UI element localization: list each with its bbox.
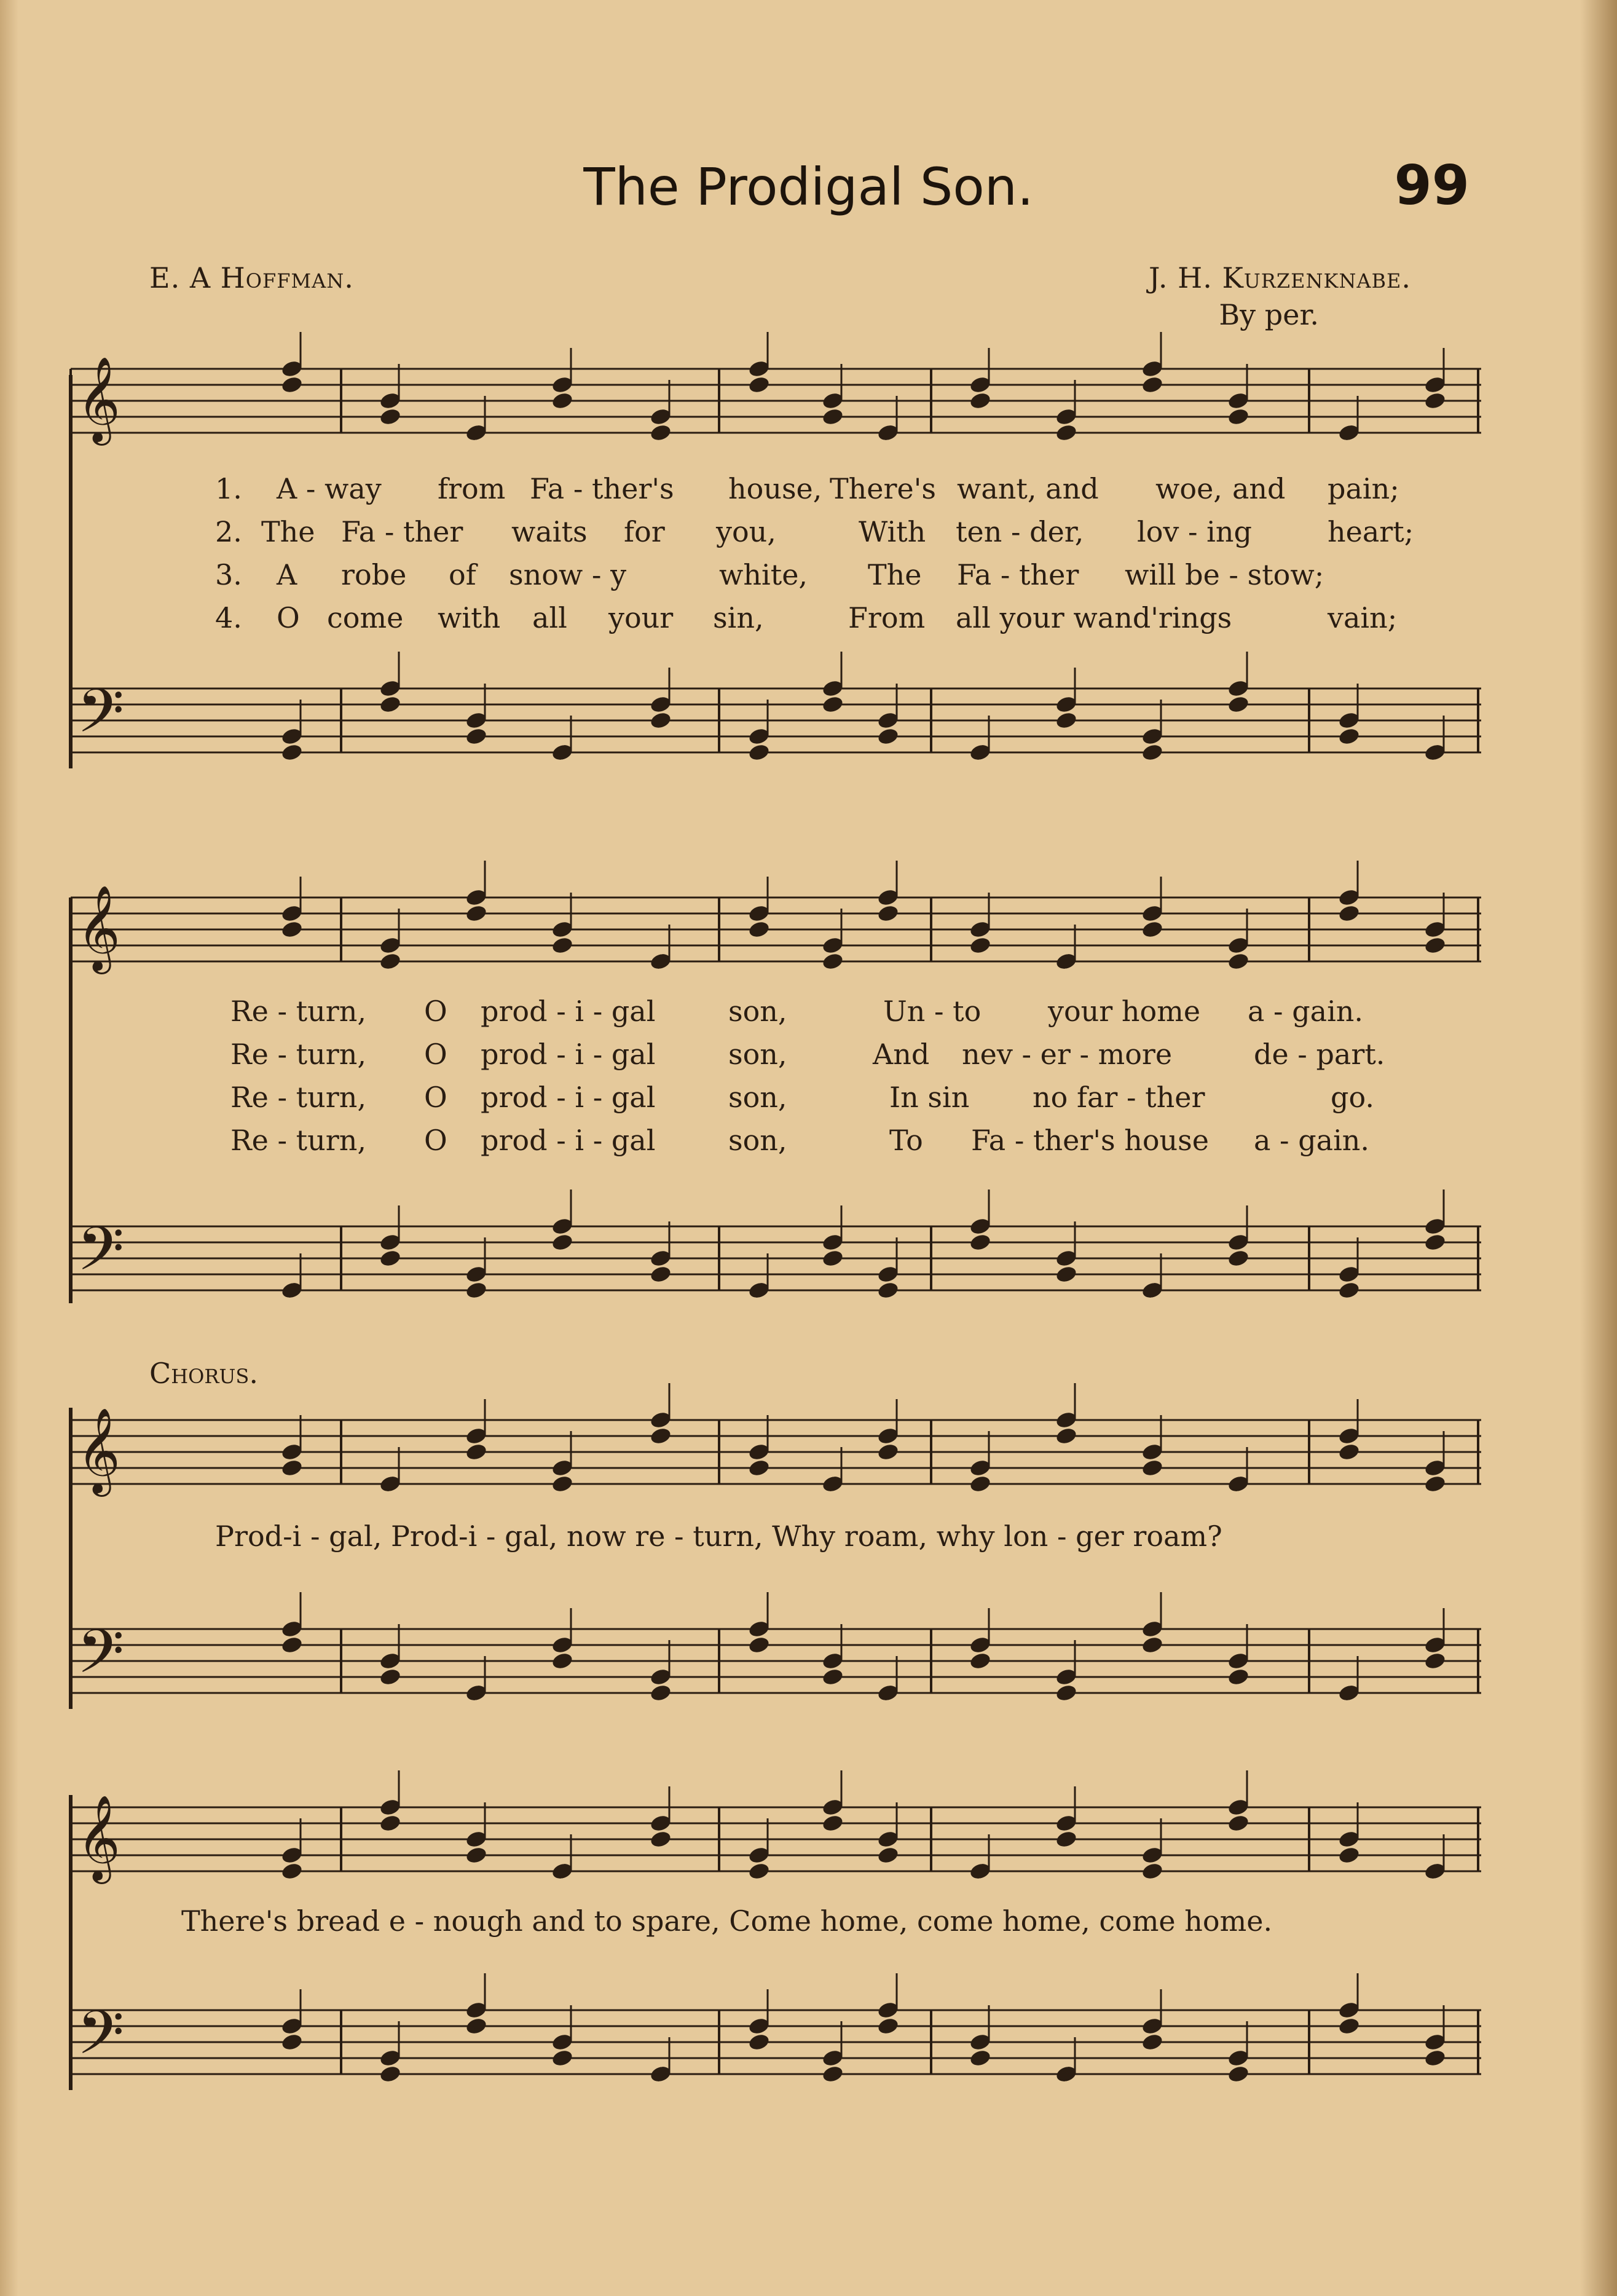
note-head [465, 727, 488, 746]
lyric-syllable: Re - turn, [230, 995, 366, 1028]
note-head [747, 1861, 771, 1881]
lyric-syllable: a - gain. [1248, 995, 1364, 1028]
clef-key-signature: 𝄞 [77, 885, 120, 971]
page-number: 99 [1394, 154, 1469, 217]
note-head [747, 2032, 771, 2052]
note-head [379, 695, 402, 714]
note-head [465, 904, 488, 923]
lyric-syllable: Fa - ther's house [971, 1124, 1209, 1157]
note-head [1227, 695, 1250, 714]
lyric-syllable: come [327, 601, 404, 634]
lyric-syllable: The [868, 558, 922, 591]
staff-treble-1 [71, 344, 1481, 449]
lyric-syllable: ten - der, [956, 515, 1084, 548]
lyric-syllable: 1. [215, 472, 242, 505]
note-head [747, 1635, 771, 1655]
clef-key-signature: 𝄞 [77, 1795, 120, 1880]
lyric-syllable: There's [830, 472, 936, 505]
note-head [969, 1233, 992, 1252]
lyric-syllable: O [277, 601, 300, 634]
lyric-syllable: no far - ther [1033, 1081, 1205, 1114]
chorus-line-2 [0, 1904, 1617, 1941]
note-head [280, 375, 304, 395]
lyric-syllable: To [889, 1124, 923, 1157]
lyric-syllable: O [424, 1038, 447, 1071]
note-head [1055, 1426, 1078, 1446]
note-head [821, 695, 844, 714]
note-head [1141, 920, 1164, 939]
lyric-syllable: prod - i - gal [481, 1081, 656, 1114]
note-head [876, 2016, 900, 2036]
note-head [465, 1280, 488, 1300]
note-head [876, 1442, 900, 1462]
note-head [280, 2032, 304, 2052]
note-head [649, 1683, 672, 1703]
lyric-syllable: In sin [889, 1081, 970, 1114]
lyric-syllable: Re - turn, [230, 1081, 366, 1114]
lyric-syllable: son, [728, 995, 787, 1028]
note-head [969, 391, 992, 411]
note-head [1141, 1635, 1164, 1655]
note-head [649, 1426, 672, 1446]
note-head [551, 1474, 574, 1494]
note-head [551, 936, 574, 955]
note-head [1227, 952, 1250, 971]
note-head [280, 743, 304, 762]
note-head [821, 1249, 844, 1268]
staff-treble-4 [71, 1783, 1481, 1887]
note-head [379, 1667, 402, 1687]
lyric-syllable: With [859, 515, 926, 548]
note-head [1055, 1683, 1078, 1703]
note-head [465, 1442, 488, 1462]
chorus-line-1 [0, 1520, 1617, 1556]
clef-key-signature: 𝄞 [77, 1408, 120, 1493]
note-head [1423, 391, 1447, 411]
note-head [649, 1829, 672, 1849]
note-head [1227, 2064, 1250, 2084]
note-head [379, 2064, 402, 2084]
lyric-syllable: O [424, 1124, 447, 1157]
note-head [1141, 2032, 1164, 2052]
refrain-line-4 [0, 1124, 1617, 1161]
note-head [1055, 711, 1078, 730]
lyric-syllable: Un - to [883, 995, 982, 1028]
note-head [1141, 375, 1164, 395]
lyric-syllable: Re - turn, [230, 1124, 366, 1157]
system-brace-4 [69, 1795, 73, 2090]
lyric-syllable: will be - stow; [1125, 558, 1324, 591]
note-head [551, 2048, 574, 2068]
note-head [876, 904, 900, 923]
note-head [821, 2064, 844, 2084]
lyric-syllable: snow - y [509, 558, 627, 591]
author-music: J. H. Kurzenknabe. [1148, 261, 1411, 294]
verse-line-1 [0, 472, 1617, 509]
refrain-line-2 [0, 1038, 1617, 1075]
note-head [551, 1233, 574, 1252]
hymn-title: The Prodigal Son. [583, 157, 1034, 217]
note-head [821, 1667, 844, 1687]
note-head [747, 743, 771, 762]
clef-key-signature: 𝄢 [77, 1214, 125, 1300]
note-head [1227, 1249, 1250, 1268]
note-head [1227, 407, 1250, 427]
permission-note: By per. [1219, 298, 1319, 331]
chorus-label: Chorus. [149, 1357, 258, 1390]
lyric-syllable: 2. [215, 515, 242, 548]
staff-bass-1 [71, 664, 1481, 768]
note-head [465, 2016, 488, 2036]
note-head [551, 1651, 574, 1671]
note-head [280, 1635, 304, 1655]
lyric-syllable: 3. [215, 558, 242, 591]
lyric-syllable: with [438, 601, 501, 634]
note-head [1337, 2016, 1361, 2036]
lyric-syllable: Fa - ther's [530, 472, 674, 505]
lyric-syllable: son, [728, 1081, 787, 1114]
note-head [821, 407, 844, 427]
note-head [969, 936, 992, 955]
note-head [1423, 1233, 1447, 1252]
lyric-syllable: lov - ing [1137, 515, 1252, 548]
note-head [1141, 1861, 1164, 1881]
verse-line-3 [0, 558, 1617, 595]
lyric-syllable: O [424, 995, 447, 1028]
clef-key-signature: 𝄢 [77, 1998, 125, 2083]
lyric-syllable: robe [341, 558, 407, 591]
note-head [379, 1249, 402, 1268]
note-head [969, 1474, 992, 1494]
note-head [280, 920, 304, 939]
clef-key-signature: 𝄞 [77, 357, 120, 442]
staff-treble-3 [71, 1395, 1481, 1500]
verse-line-4 [0, 601, 1617, 638]
lyric-syllable: A - way [277, 472, 382, 505]
note-head [465, 1845, 488, 1865]
note-head [1337, 1845, 1361, 1865]
note-head [1337, 904, 1361, 923]
note-head [1423, 1651, 1447, 1671]
staff-treble-2 [71, 873, 1481, 977]
note-head [280, 1861, 304, 1881]
refrain-line-3 [0, 1081, 1617, 1118]
lyric-syllable: of [449, 558, 476, 591]
verse-line-2 [0, 515, 1617, 552]
note-head [1337, 727, 1361, 746]
lyric-syllable: 4. [215, 601, 242, 634]
note-head [551, 391, 574, 411]
note-head [379, 952, 402, 971]
note-head [649, 423, 672, 443]
lyric-syllable: for [624, 515, 665, 548]
note-head [1055, 1829, 1078, 1849]
note-head [969, 1651, 992, 1671]
note-head [379, 407, 402, 427]
lyric-syllable: son, [728, 1124, 787, 1157]
note-head [1141, 743, 1164, 762]
staff-bass-3 [71, 1604, 1481, 1709]
lyric-syllable: white, [719, 558, 808, 591]
clef-key-signature: 𝄢 [77, 676, 125, 762]
note-head [1423, 1474, 1447, 1494]
chorus-lyric: There's bread e - nough and to spare, Come home, come home, come home. [181, 1904, 1273, 1938]
note-head [649, 711, 672, 730]
lyric-syllable: your home [1048, 995, 1201, 1028]
lyric-syllable: Re - turn, [230, 1038, 366, 1071]
lyric-syllable: vain; [1328, 601, 1398, 634]
note-head [821, 1813, 844, 1833]
system-brace-3 [69, 1408, 73, 1709]
note-head [821, 952, 844, 971]
note-head [876, 1280, 900, 1300]
chorus-lyric: Prod-i - gal, Prod-i - gal, now re - turn, Why roam, why lon - ger roam? [215, 1520, 1222, 1553]
lyric-syllable: go. [1331, 1081, 1374, 1114]
note-head [747, 920, 771, 939]
lyric-syllable: The [261, 515, 315, 548]
note-head [747, 1458, 771, 1478]
lyric-syllable: waits [511, 515, 588, 548]
lyric-syllable: son, [728, 1038, 787, 1071]
lyric-syllable: From [848, 601, 926, 634]
clef-key-signature: 𝄢 [77, 1617, 125, 1702]
note-head [1141, 1458, 1164, 1478]
note-head [1337, 1442, 1361, 1462]
note-head [876, 1845, 900, 1865]
note-head [379, 1813, 402, 1833]
note-head [1337, 1280, 1361, 1300]
lyric-syllable: pain; [1328, 472, 1399, 505]
lyric-syllable: And [873, 1038, 930, 1071]
author-words: E. A Hoffman. [149, 261, 354, 294]
lyric-syllable: want, and [957, 472, 1099, 505]
refrain-line-1 [0, 995, 1617, 1032]
staff-bass-4 [71, 1986, 1481, 2090]
note-head [649, 1264, 672, 1284]
lyric-syllable: heart; [1328, 515, 1414, 548]
lyric-syllable: sin, [713, 601, 764, 634]
lyric-syllable: all [532, 601, 567, 634]
note-head [1055, 423, 1078, 443]
note-head [1227, 1667, 1250, 1687]
note-head [876, 727, 900, 746]
lyric-syllable: prod - i - gal [481, 995, 656, 1028]
lyric-syllable: from [438, 472, 506, 505]
lyric-syllable: a - gain. [1254, 1124, 1370, 1157]
lyric-syllable: A [277, 558, 297, 591]
lyric-syllable: your [608, 601, 674, 634]
lyric-syllable: prod - i - gal [481, 1124, 656, 1157]
lyric-syllable: Fa - ther [341, 515, 463, 548]
note-head [1423, 936, 1447, 955]
lyric-syllable: Fa - ther [957, 558, 1079, 591]
lyric-syllable: you, [716, 515, 776, 548]
note-head [747, 375, 771, 395]
lyric-syllable: O [424, 1081, 447, 1114]
lyric-syllable: and [1232, 472, 1286, 505]
lyric-syllable: house, [728, 472, 822, 505]
note-head [1055, 1264, 1078, 1284]
note-head [280, 1458, 304, 1478]
note-head [1423, 2048, 1447, 2068]
lyric-syllable: prod - i - gal [481, 1038, 656, 1071]
note-head [969, 2048, 992, 2068]
lyric-syllable: nev - er - more [962, 1038, 1173, 1071]
lyric-syllable: de - part. [1254, 1038, 1385, 1071]
lyric-syllable: all your wand'rings [956, 601, 1232, 634]
staff-bass-2 [71, 1202, 1481, 1306]
note-head [1227, 1813, 1250, 1833]
lyric-syllable: woe, [1155, 472, 1222, 505]
